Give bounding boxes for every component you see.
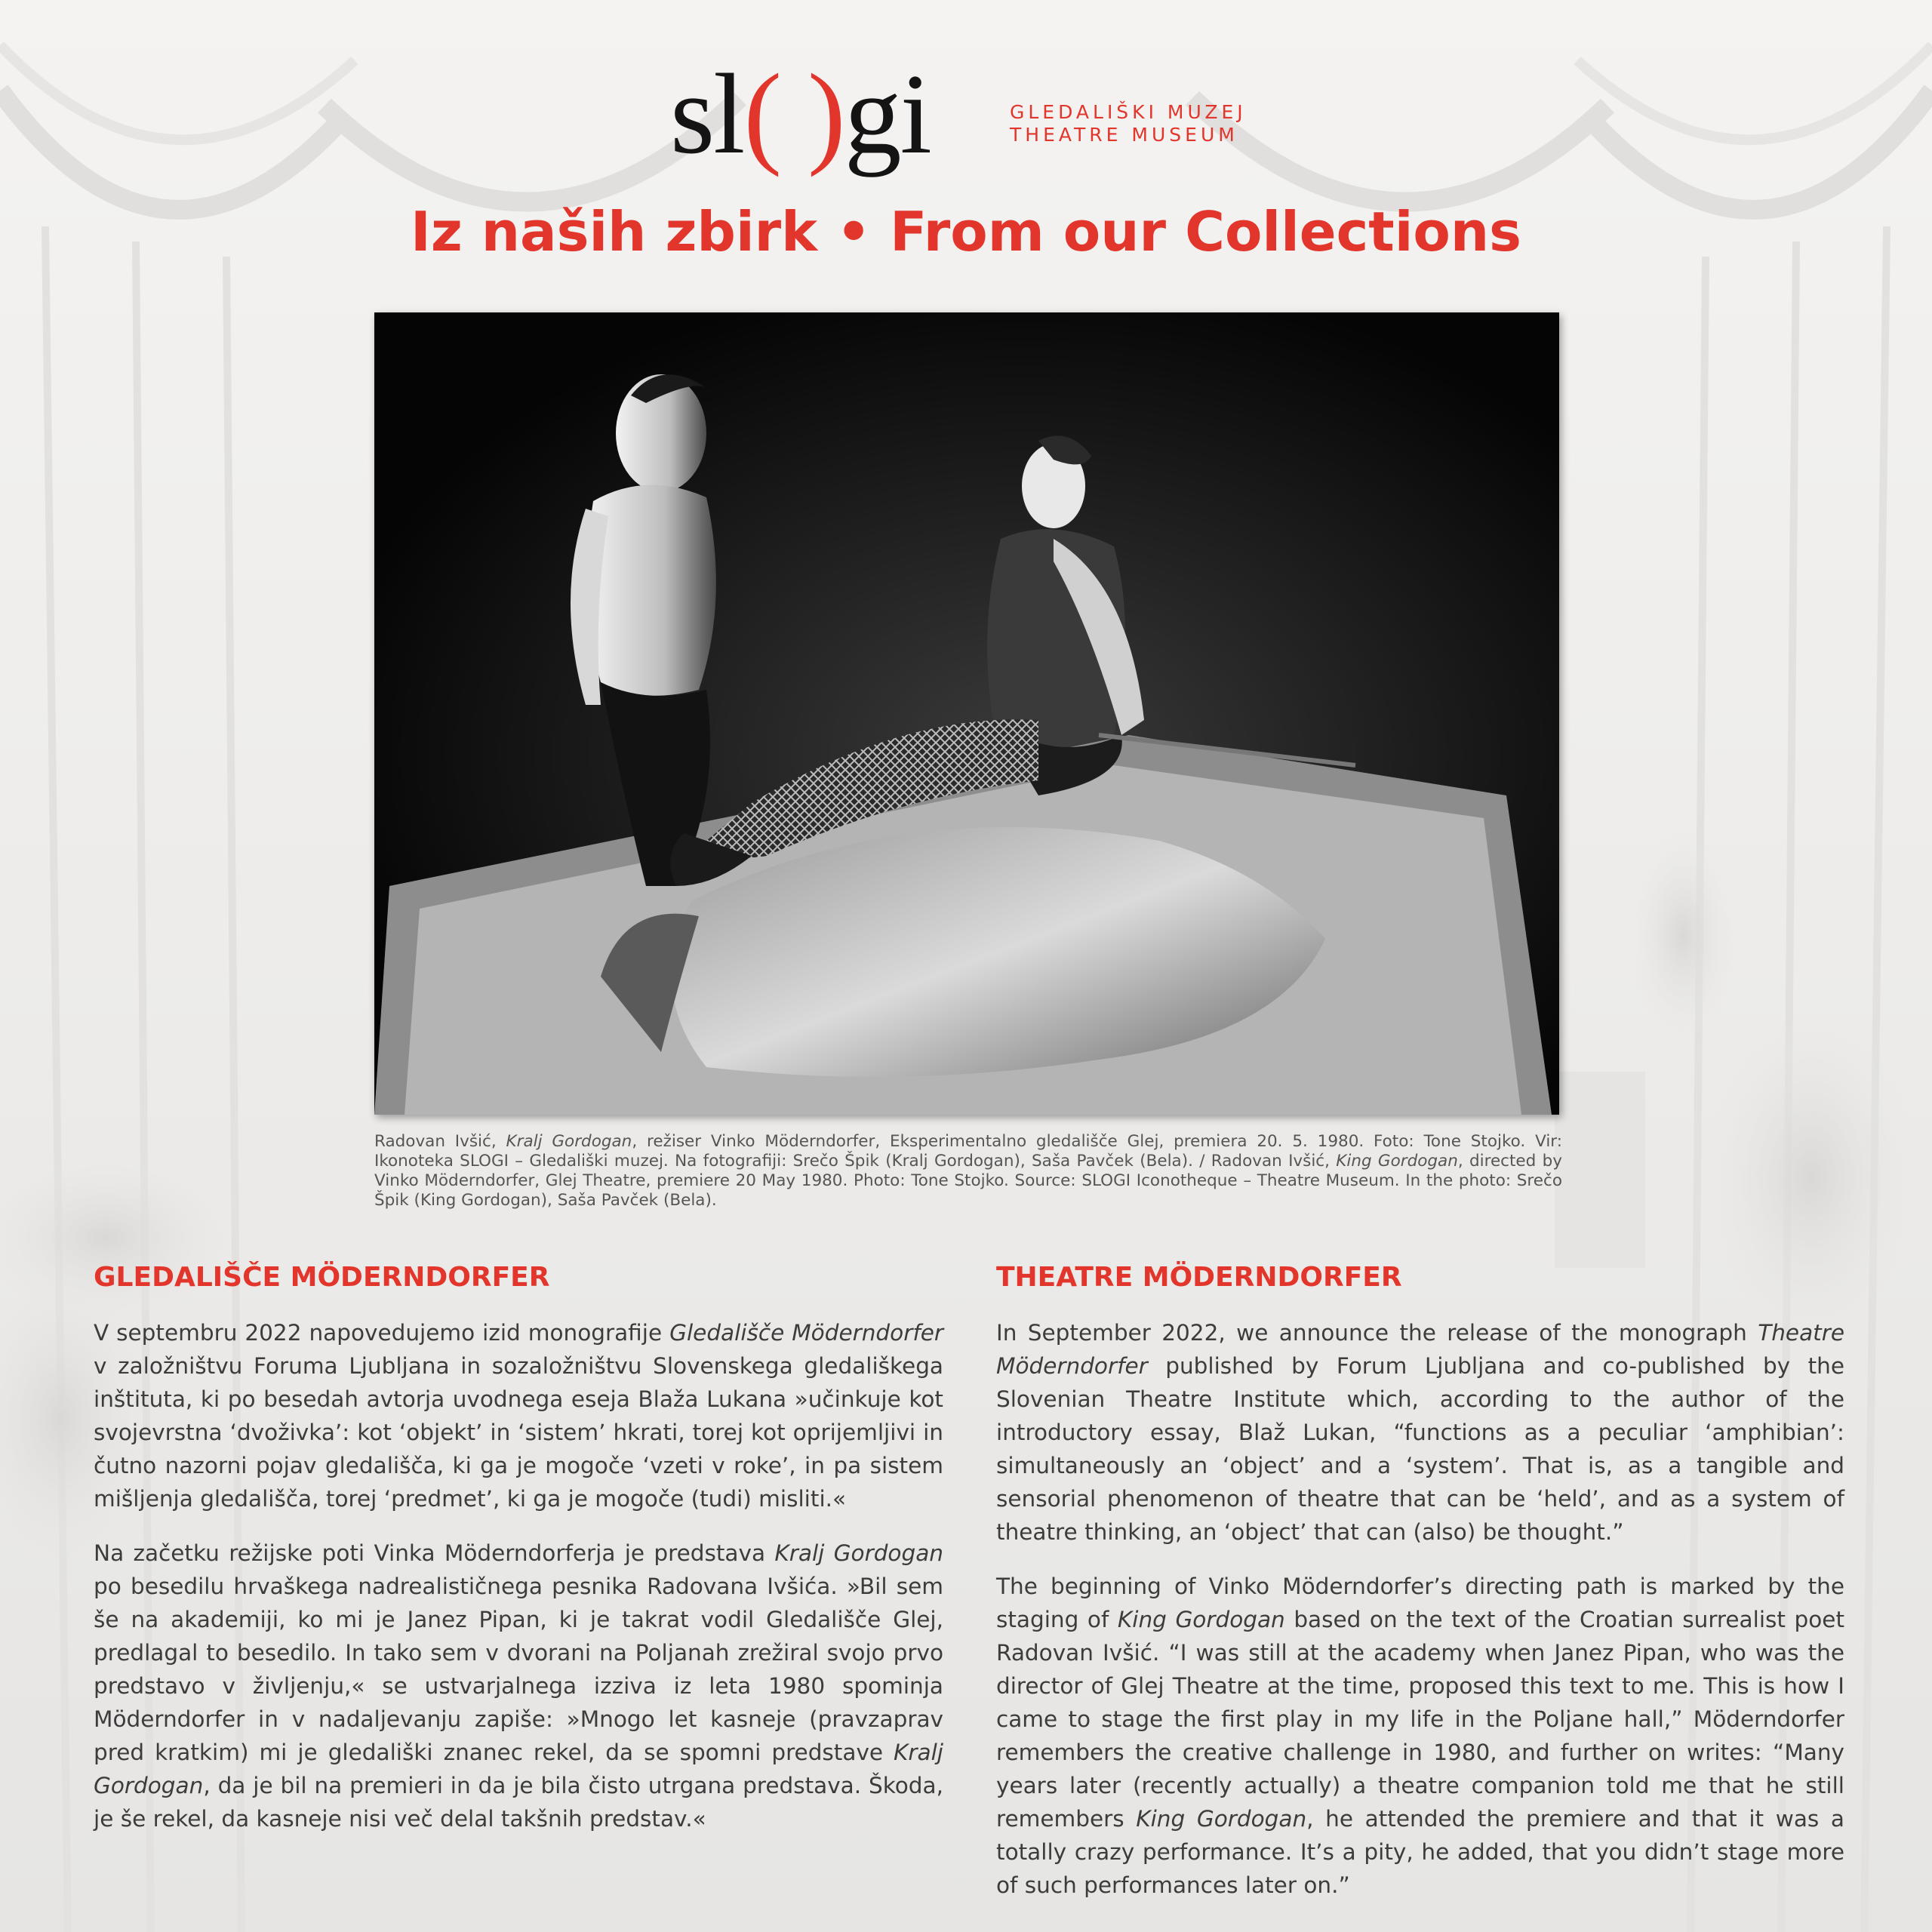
play-title: King Gordogan bbox=[1136, 1806, 1307, 1832]
logo-suffix: gi bbox=[844, 51, 931, 177]
performance-photo bbox=[374, 312, 1559, 1115]
photo-caption bbox=[374, 1132, 1562, 1211]
logo-line-english: THEATRE MUSEUM bbox=[1010, 124, 1238, 146]
book-title: Theatre Möderndorfer bbox=[996, 1320, 1844, 1379]
paragraph-text: V septembru 2022 napovedujemo izid monografije bbox=[94, 1320, 670, 1346]
play-title: King Gordogan bbox=[1117, 1607, 1285, 1632]
play-title: Kralj Gordogan bbox=[774, 1540, 943, 1566]
caption-title-english: King Gordogan bbox=[1336, 1152, 1458, 1171]
paragraph-text: based on the text of the Croatian surrealist poet Radovan Ivšić. “I was still at the academy when Janez Pipan, who was the director of Glej Theatre at the time, proposed this text to me. This is how I came to stage the first play in my life in the Poljane hall,” Möderndorfer remembers the creative challenge in 1980, and further on writes: “Many years later (recently actually) a theatre companion told me that he still remembers bbox=[996, 1607, 1845, 1832]
paragraph bbox=[94, 1316, 943, 1515]
caption-title-slovene: Kralj Gordogan bbox=[506, 1132, 632, 1151]
column-slovene bbox=[94, 1256, 943, 1857]
column-english bbox=[996, 1256, 1844, 1923]
heading-english: THEATRE MÖDERNDORFER bbox=[996, 1262, 1402, 1293]
paragraph-text: Na začetku režijske poti Vinka Möderndorferja je predstava bbox=[94, 1540, 775, 1566]
logo-gap bbox=[780, 51, 808, 177]
paragraph-text: published by Forum Ljubljana and co-published by the Slovenian Theatre Institute which, according to the author of the introductory essay, Blaž Lukan, “functions as a peculiar ‘amphibian’: simultaneously an ‘object’ and a ‘system’. That is, as a tangible and sensorial phenomenon of theatre that can be ‘held’, and as a system of theatre thinking, an ‘object’ that can (also) be thought.” bbox=[996, 1353, 1844, 1545]
paragraph-text: The beginning of Vinko Möderndorfer’s directing path is marked by the staging of bbox=[996, 1574, 1844, 1632]
logo-wordmark bbox=[670, 50, 931, 178]
paragraph-text: , he attended the premiere and that it was a totally crazy performance. It’s a pity, he added, that you didn’t stage more of such performances later on.” bbox=[996, 1806, 1844, 1898]
paragraph-text: v založništvu Foruma Ljubljana in sozaložništvu Slovenskega gledališkega inštituta, ki po besedah avtorja uvodnega eseja Blaža Lukana »učinkuje kot svojevrstna ‘dvoživka’: kot ‘objekt’ in ‘sistem’ hkrati, torej kot oprijemljivi in čutno nazorni pojav gledališča, ki ga je mogoče ‘vzeti v roke’, in pa sistem mišljenja gledališča, torej ‘predmet’, ki ga je mogoče (tudi) misliti.« bbox=[94, 1353, 943, 1512]
logo-tagline bbox=[1010, 101, 1247, 146]
caption-text: , režiser Vinko Möderndorfer, Eksperimentalno gledališče Glej, premiera 20. 5. 1980. Foto: Tone Stojko. Vir: Ikonoteka SLOGI – Gledališki muzej. Na fotografiji: Srečo Špik (Kralj Gordogan), Saša Pavček (Bela). / Radovan Ivšić, bbox=[374, 1132, 1563, 1171]
logo-line-slovene: GLEDALIŠKI MUZEJ bbox=[1010, 101, 1247, 123]
logo-close-paren: ) bbox=[808, 51, 844, 177]
paragraph bbox=[94, 1537, 943, 1835]
paragraph-text: , da je bil na premieri in da je bila čisto utrgana predstava. Škoda, je še rekel, da kasneje nisi več delal takšnih predstav.« bbox=[94, 1773, 943, 1832]
book-title: Gledališče Möderndorfer bbox=[669, 1320, 943, 1346]
logo-prefix: sl( bbox=[670, 51, 781, 177]
slogi-logo bbox=[670, 50, 1274, 178]
paragraph bbox=[996, 1570, 1844, 1902]
play-title: Kralj Gordogan bbox=[94, 1740, 943, 1798]
paragraph-text: po besedilu hrvaškega nadrealističnega pesnika Radovana Ivšića. »Bil sem še na akademiji, ko mi je Janez Pipan, ki je takrat vodil Gledališče Glej, predlagal to besedilo. In tako sem v dvorani na Poljanah zrežiral svojo prvo predstavo v življenju,« se ustvarjalnega izziva iz leta 1980 spominja Möderndorfer in v nadaljevanju zapiše: »Mnogo let kasneje (pravzaprav pred kratkim) mi je gledališki znanec rekel, da se spomni predstave bbox=[94, 1574, 943, 1765]
caption-text: Radovan Ivšić, bbox=[374, 1132, 506, 1151]
paragraph-text: In September 2022, we announce the release of the monograph bbox=[996, 1320, 1758, 1346]
heading-slovene: GLEDALIŠČE MÖDERNDORFER bbox=[94, 1262, 550, 1293]
page-title: Iz naših zbirk • From our Collections bbox=[411, 200, 1521, 263]
caption-text: , directed by Vinko Möderndorfer, Glej Theatre, premiere 20 May 1980. Photo: Tone Stojko. Source: SLOGI Iconotheque – Theatre Museum. In the photo: Srečo Špik (King Gordogan), Saša Pavček (Bela). bbox=[374, 1152, 1562, 1210]
paragraph bbox=[996, 1316, 1844, 1549]
